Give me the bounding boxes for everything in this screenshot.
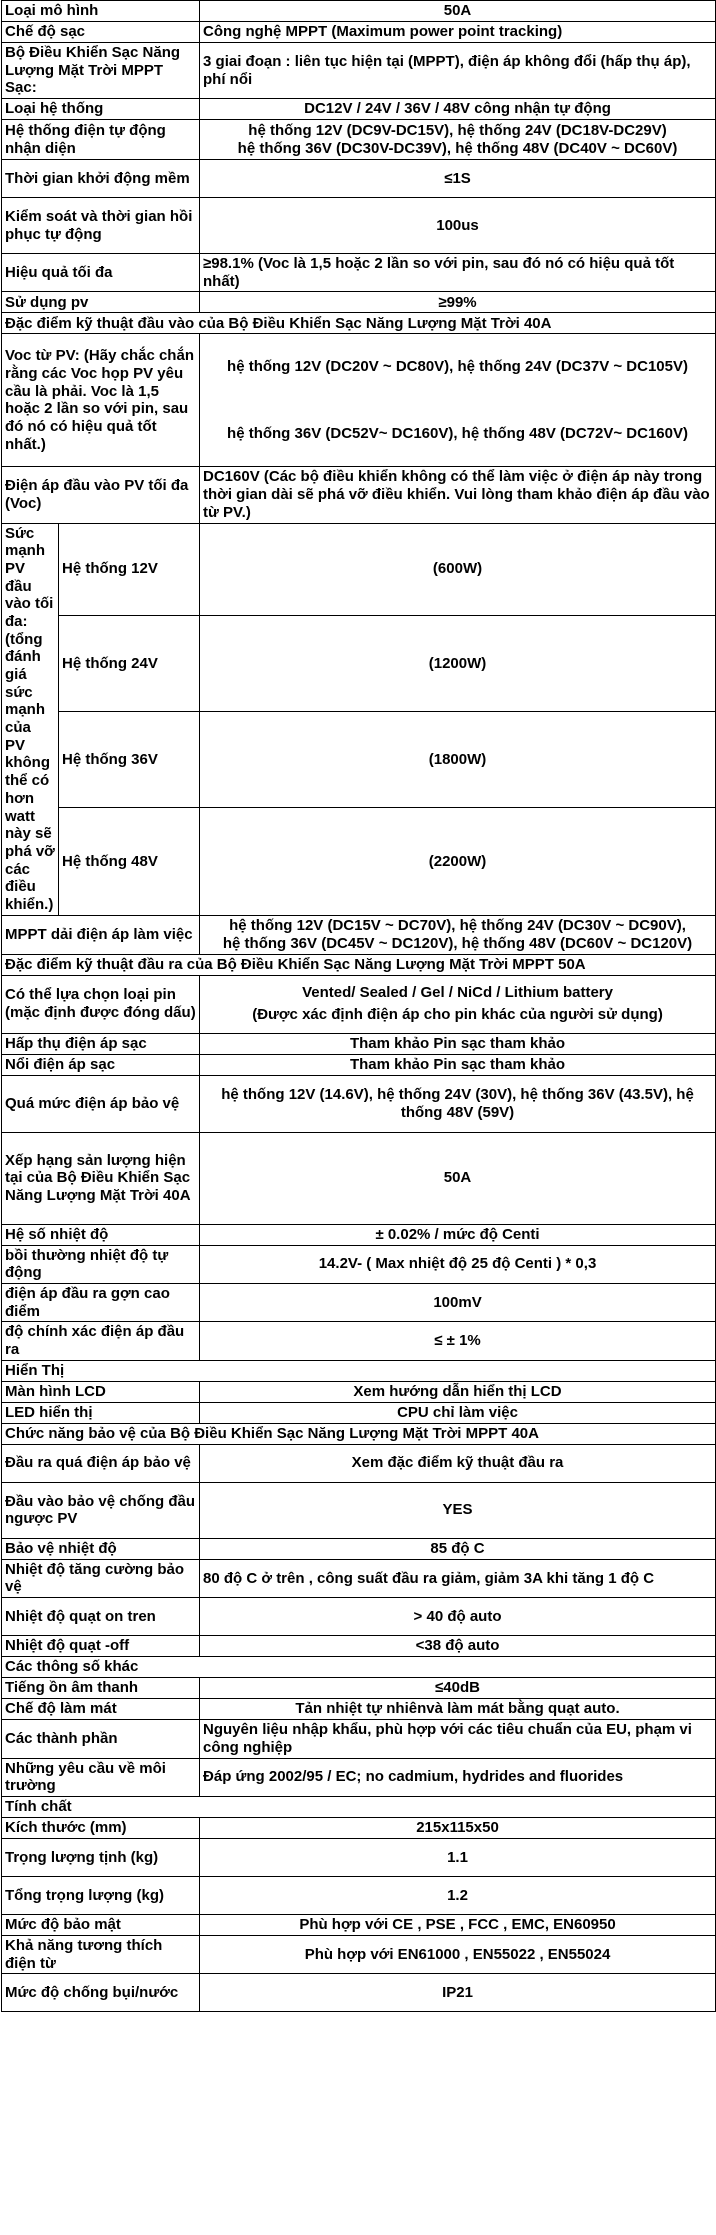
row-value: DC12V / 24V / 36V / 48V công nhận tự động [200, 99, 716, 120]
section-header [2, 1657, 716, 1678]
row-value: 215x115x50 [200, 1817, 716, 1838]
table-row [2, 334, 716, 467]
table-row [2, 1284, 716, 1322]
table-row [2, 467, 716, 523]
row-value: 80 độ C ở trên , công suất đầu ra giảm, giảm 3A khi tăng 1 độ C [200, 1559, 716, 1597]
row-value: (1800W) [200, 712, 716, 808]
table-row [2, 1559, 716, 1597]
row-value [200, 975, 716, 1033]
table-row [2, 1636, 716, 1657]
value-line: hệ thống 36V (DC30V-DC39V), hệ thống 48V (DC40V ~ DC60V) [237, 139, 678, 157]
row-label: Chế độ sạc [2, 22, 200, 43]
section-header [2, 954, 716, 975]
table-row [2, 712, 716, 808]
row-label: Kích thước (mm) [2, 1817, 200, 1838]
row-label: Nhiệt độ quạt on tren [2, 1598, 200, 1636]
spec-table [1, 0, 716, 2012]
value-line: hệ thống 12V (DC15V ~ DC70V), hệ thống 24V (DC30V ~ DC90V), [229, 916, 686, 934]
table-row [2, 1678, 716, 1699]
row-value: 50A [200, 1, 716, 22]
row-value: 100mV [200, 1284, 716, 1322]
table-row [2, 1482, 716, 1538]
row-value: CPU chỉ làm việc [200, 1402, 716, 1423]
row-label: Hệ thống điện tự động nhận diện [2, 120, 200, 160]
row-value: Xem đặc điểm kỹ thuật đầu ra [200, 1444, 716, 1482]
row-label: Nổi điện áp sạc [2, 1054, 200, 1075]
row-value: hệ thống 12V (14.6V), hệ thống 24V (30V), hệ thống 36V (43.5V), hệ thống 48V (59V) [200, 1075, 716, 1132]
table-row [2, 1322, 716, 1360]
table-row [2, 99, 716, 120]
table-row [2, 120, 716, 160]
table-row [2, 1381, 716, 1402]
row-value: Tản nhiệt tự nhiênvà làm mát bằng quạt auto. [200, 1699, 716, 1720]
row-value: (1200W) [200, 615, 716, 711]
row-label: Màn hình LCD [2, 1381, 200, 1402]
row-value: ≤1S [200, 160, 716, 198]
section-header [2, 1796, 716, 1817]
row-value: > 40 độ auto [200, 1598, 716, 1636]
row-value: Phù hợp với EN61000 , EN55022 , EN55024 [200, 1935, 716, 1973]
table-row [2, 808, 716, 915]
table-row [2, 1245, 716, 1283]
table-row [2, 1538, 716, 1559]
row-label: Hấp thụ điện áp sạc [2, 1033, 200, 1054]
row-label: Có thể lựa chọn loại pin (mặc định được đóng dấu) [2, 975, 200, 1033]
row-value: <38 độ auto [200, 1636, 716, 1657]
row-value: (2200W) [200, 808, 716, 915]
value-line: hệ thống 36V (DC45V ~ DC120V), hệ thống 48V (DC60V ~ DC120V) [222, 934, 693, 952]
row-value: 1.2 [200, 1876, 716, 1914]
table-row [2, 43, 716, 99]
section-title: Đặc điểm kỹ thuật đầu ra của Bộ Điều Khiển Sạc Năng Lượng Mặt Trời MPPT 50A [2, 954, 716, 975]
table-row [2, 1, 716, 22]
row-label: Mức độ chống bụi/nước [2, 1974, 200, 2012]
table-row [2, 1402, 716, 1423]
row-label: Bảo vệ nhiệt độ [2, 1538, 200, 1559]
row-value: (600W) [200, 523, 716, 615]
row-value: ≥98.1% (Voc là 1,5 hoặc 2 lần so với pin, sau đó nó có hiệu quả tốt nhất) [200, 254, 716, 292]
row-value: YES [200, 1482, 716, 1538]
row-value: Nguyên liệu nhập khẩu, phù hợp với các tiêu chuẩn của EU, phạm vi công nghiệp [200, 1720, 716, 1758]
row-label: Loại mô hình [2, 1, 200, 22]
row-label: MPPT dải điện áp làm việc [2, 915, 200, 954]
row-label: Kiểm soát và thời gian hồi phục tự động [2, 198, 200, 254]
table-row [2, 1720, 716, 1758]
table-row [2, 1758, 716, 1796]
value-line: hệ thống 36V (DC52V~ DC160V), hệ thống 48V (DC72V~ DC160V) [227, 425, 688, 443]
row-label: Loại hệ thống [2, 99, 200, 120]
row-value: Tham khảo Pin sạc tham khảo [200, 1054, 716, 1075]
table-row [2, 1075, 716, 1132]
row-label: Những yêu cầu về môi trường [2, 1758, 200, 1796]
table-row [2, 523, 716, 615]
sub-label: Hệ thống 24V [59, 615, 200, 711]
section-header [2, 1360, 716, 1381]
row-value: 50A [200, 1132, 716, 1224]
table-row [2, 1817, 716, 1838]
row-label: điện áp đầu ra gợn cao điểm [2, 1284, 200, 1322]
row-label: Bộ Điều Khiển Sạc Năng Lượng Mặt Trời MPPT Sạc: [2, 43, 200, 99]
value-line: hệ thống 12V (DC9V-DC15V), hệ thống 24V (DC18V-DC29V) [248, 121, 667, 139]
row-label: Đầu vào bảo vệ chống đầu ngược PV [2, 1482, 200, 1538]
row-value: 85 độ C [200, 1538, 716, 1559]
table-row [2, 22, 716, 43]
row-value [200, 120, 716, 160]
table-row [2, 160, 716, 198]
row-label: Hệ số nhiệt độ [2, 1224, 200, 1245]
row-label: Sức mạnh PV đầu vào tối đa: (tổng đánh giá sức mạnh của PV không thể có hơn watt này sẽ phá vỡ các điều khiển.) [2, 523, 59, 915]
table-row [2, 975, 716, 1033]
value-line: hệ thống 12V (DC20V ~ DC80V), hệ thống 24V (DC37V ~ DC105V) [227, 357, 688, 375]
table-row [2, 1876, 716, 1914]
table-row [2, 615, 716, 711]
row-label: Trọng lượng tịnh (kg) [2, 1838, 200, 1876]
row-label: LED hiển thị [2, 1402, 200, 1423]
row-label: Xếp hạng sản lượng hiện tại của Bộ Điều Khiển Sạc Năng Lượng Mặt Trời 40A [2, 1132, 200, 1224]
table-row [2, 1935, 716, 1973]
row-value: DC160V (Các bộ điều khiển không có thể làm việc ở điện áp này trong thời gian dài sẽ phá vỡ điều khiển. Vui lòng tham khảo điện áp đầu vào từ PV.) [200, 467, 716, 523]
section-title: Đặc điểm kỹ thuật đầu vào của Bộ Điều Khiển Sạc Năng Lượng Mặt Trời 40A [2, 313, 716, 334]
section-title: Tính chất [2, 1796, 716, 1817]
row-label: Tiếng ồn âm thanh [2, 1678, 200, 1699]
row-value: 100us [200, 198, 716, 254]
row-value: Đáp ứng 2002/95 / EC; no cadmium, hydrides and fluorides [200, 1758, 716, 1796]
row-value: ≥99% [200, 292, 716, 313]
row-label: bồi thường nhiệt độ tự động [2, 1245, 200, 1283]
table-row [2, 1838, 716, 1876]
value-line: Vented/ Sealed / Gel / NiCd / Lithium battery [302, 984, 613, 1002]
table-row [2, 1914, 716, 1935]
row-label: Chế độ làm mát [2, 1699, 200, 1720]
row-value [200, 915, 716, 954]
row-label: Tổng trọng lượng (kg) [2, 1876, 200, 1914]
row-label: Điện áp đầu vào PV tối đa (Voc) [2, 467, 200, 523]
row-value: 1.1 [200, 1838, 716, 1876]
table-row [2, 1598, 716, 1636]
row-value [200, 334, 716, 467]
row-label: Quá mức điện áp bảo vệ [2, 1075, 200, 1132]
table-row [2, 1033, 716, 1054]
row-value: Xem hướng dẫn hiển thị LCD [200, 1381, 716, 1402]
value-line: (Được xác định điện áp cho pin khác của người sử dụng) [252, 1006, 663, 1024]
row-value: 14.2V- ( Max nhiệt độ 25 độ Centi ) * 0,3 [200, 1245, 716, 1283]
table-row [2, 198, 716, 254]
section-title: Chức năng bảo vệ của Bộ Điều Khiển Sạc Năng Lượng Mặt Trời MPPT 40A [2, 1423, 716, 1444]
row-label: Hiệu quả tối đa [2, 254, 200, 292]
row-value: IP21 [200, 1974, 716, 2012]
row-label: Các thành phần [2, 1720, 200, 1758]
row-label: Sử dụng pv [2, 292, 200, 313]
table-row [2, 1054, 716, 1075]
table-row [2, 1224, 716, 1245]
table-row [2, 254, 716, 292]
row-value: ± 0.02% / mức độ Centi [200, 1224, 716, 1245]
row-value: Tham khảo Pin sạc tham khảo [200, 1033, 716, 1054]
sub-label: Hệ thống 48V [59, 808, 200, 915]
row-label: Nhiệt độ quạt -off [2, 1636, 200, 1657]
table-row [2, 915, 716, 954]
row-label: Voc từ PV: (Hãy chắc chắn rằng các Voc họp PV yêu cầu là phải. Voc là 1,5 hoặc 2 lần so với pin, sau đó nó có hiệu quả tốt nhất.) [2, 334, 200, 467]
table-row [2, 1444, 716, 1482]
table-row [2, 1699, 716, 1720]
row-label: Nhiệt độ tăng cường bảo vệ [2, 1559, 200, 1597]
section-header [2, 1423, 716, 1444]
section-header [2, 313, 716, 334]
row-value: Công nghệ MPPT (Maximum power point tracking) [200, 22, 716, 43]
row-label: Mức độ bảo mật [2, 1914, 200, 1935]
row-value: ≤ ± 1% [200, 1322, 716, 1360]
row-label: Đầu ra quá điện áp bảo vệ [2, 1444, 200, 1482]
sub-label: Hệ thống 12V [59, 523, 200, 615]
table-row [2, 292, 716, 313]
section-title: Các thông số khác [2, 1657, 716, 1678]
section-title: Hiển Thị [2, 1360, 716, 1381]
row-label: độ chính xác điện áp đầu ra [2, 1322, 200, 1360]
row-value: ≤40dB [200, 1678, 716, 1699]
row-value: Phù hợp với CE , PSE , FCC , EMC, EN60950 [200, 1914, 716, 1935]
row-value: 3 giai đoạn : liên tục hiện tại (MPPT), điện áp không đổi (hấp thụ áp), phí nổi [200, 43, 716, 99]
sub-label: Hệ thống 36V [59, 712, 200, 808]
row-label: Khả năng tương thích điện từ [2, 1935, 200, 1973]
row-label: Thời gian khởi động mềm [2, 160, 200, 198]
table-row [2, 1132, 716, 1224]
table-row [2, 1974, 716, 2012]
